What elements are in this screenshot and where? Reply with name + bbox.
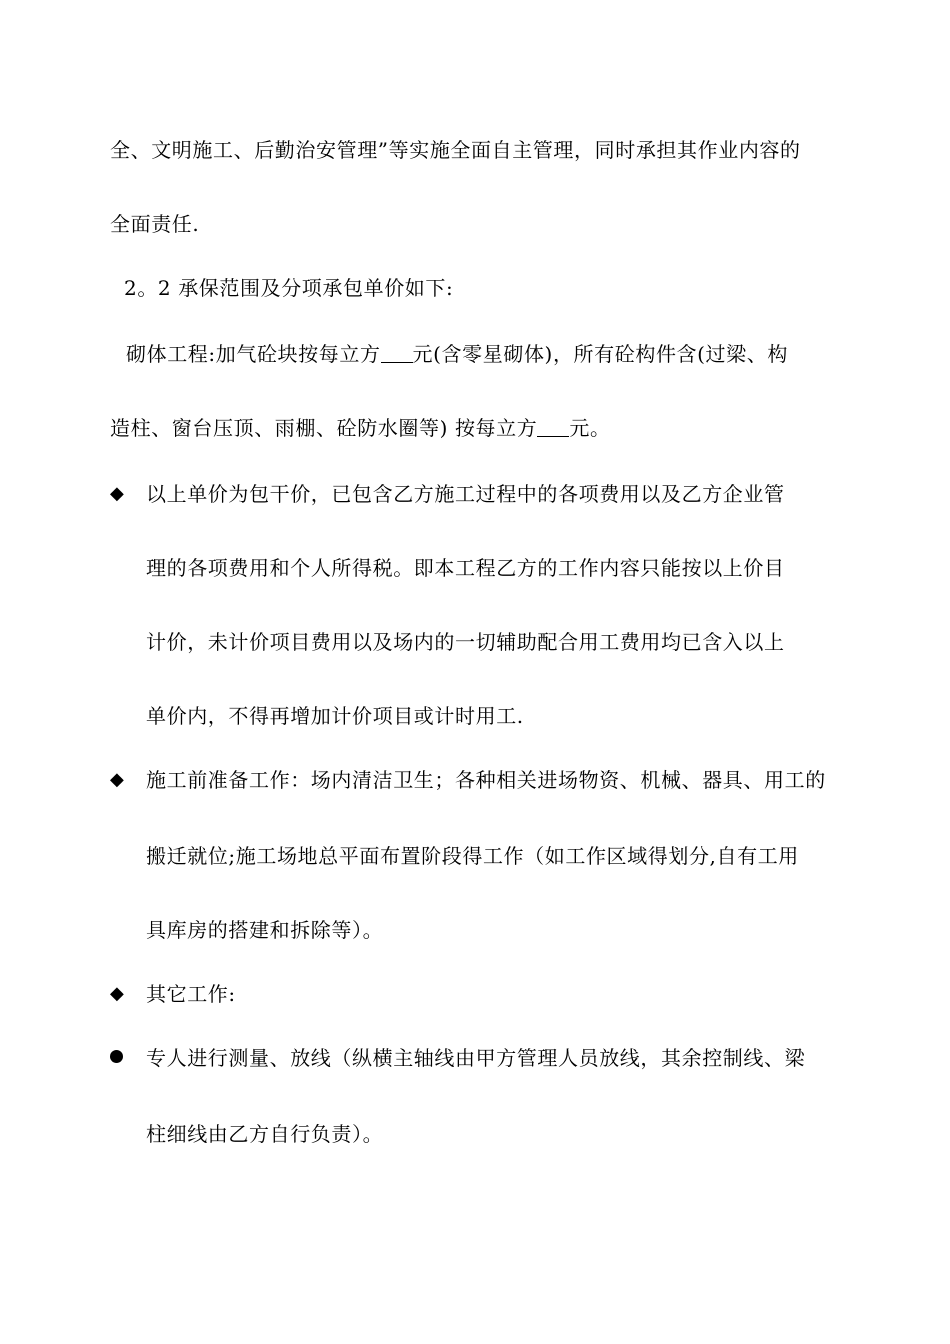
masonry-line-2 [110, 414, 611, 442]
bullet-line: 施工前准备工作：场内清洁卫生；各种相关进场物资、机械、器具、用工的 [146, 768, 826, 792]
price-blank [381, 342, 413, 363]
masonry-line-1 [126, 340, 788, 368]
disc-bullet-icon [110, 1050, 123, 1063]
price-blank [537, 416, 569, 437]
bullet-line: 专人进行测量、放线（纵横主轴线由甲方管理人员放线，其余控制线、梁 [146, 1046, 806, 1070]
masonry-text-b: 元(含零星砌体)，所有砼构件含(过梁、构 [412, 342, 788, 366]
masonry-text-d: 元。 [569, 416, 611, 440]
bullet-line: 具库房的搭建和拆除等）。 [146, 918, 384, 942]
bullet-line: 搬迁就位;施工场地总平面布置阶段得工作（如工作区域得划分,自有工用 [146, 844, 799, 868]
bullet-line: 柱细线由乙方自行负责）。 [146, 1122, 384, 1146]
bullet-line: 单价内，不得再增加计价项目或计时用工. [146, 704, 524, 728]
masonry-text-a: 砌体工程:加气砼块按每立方 [126, 342, 381, 366]
bullet-line: 其它工作: [146, 982, 236, 1006]
diamond-bullet-icon: ◆ [110, 483, 124, 504]
masonry-text-c: 造柱、窗台压顶、雨棚、砼防水圈等) 按每立方 [110, 416, 538, 440]
diamond-bullet-icon: ◆ [110, 983, 124, 1004]
bullet-line: 理的各项费用和个人所得税。即本工程乙方的工作内容只能按以上价目 [146, 556, 785, 580]
section-heading: 2。2 承保范围及分项承包单价如下: [124, 276, 454, 300]
paragraph-line: 全、文明施工、后勤治安管理”等实施全面自主管理，同时承担其作业内容的 [110, 138, 801, 162]
bullet-line: 以上单价为包干价，已包含乙方施工过程中的各项费用以及乙方企业管 [146, 482, 785, 506]
bullet-line: 计价，未计价项目费用以及场内的一切辅助配合用工费用均已含入以上 [146, 630, 785, 654]
diamond-bullet-icon: ◆ [110, 769, 124, 790]
paragraph-line: 全面责任. [110, 212, 200, 236]
